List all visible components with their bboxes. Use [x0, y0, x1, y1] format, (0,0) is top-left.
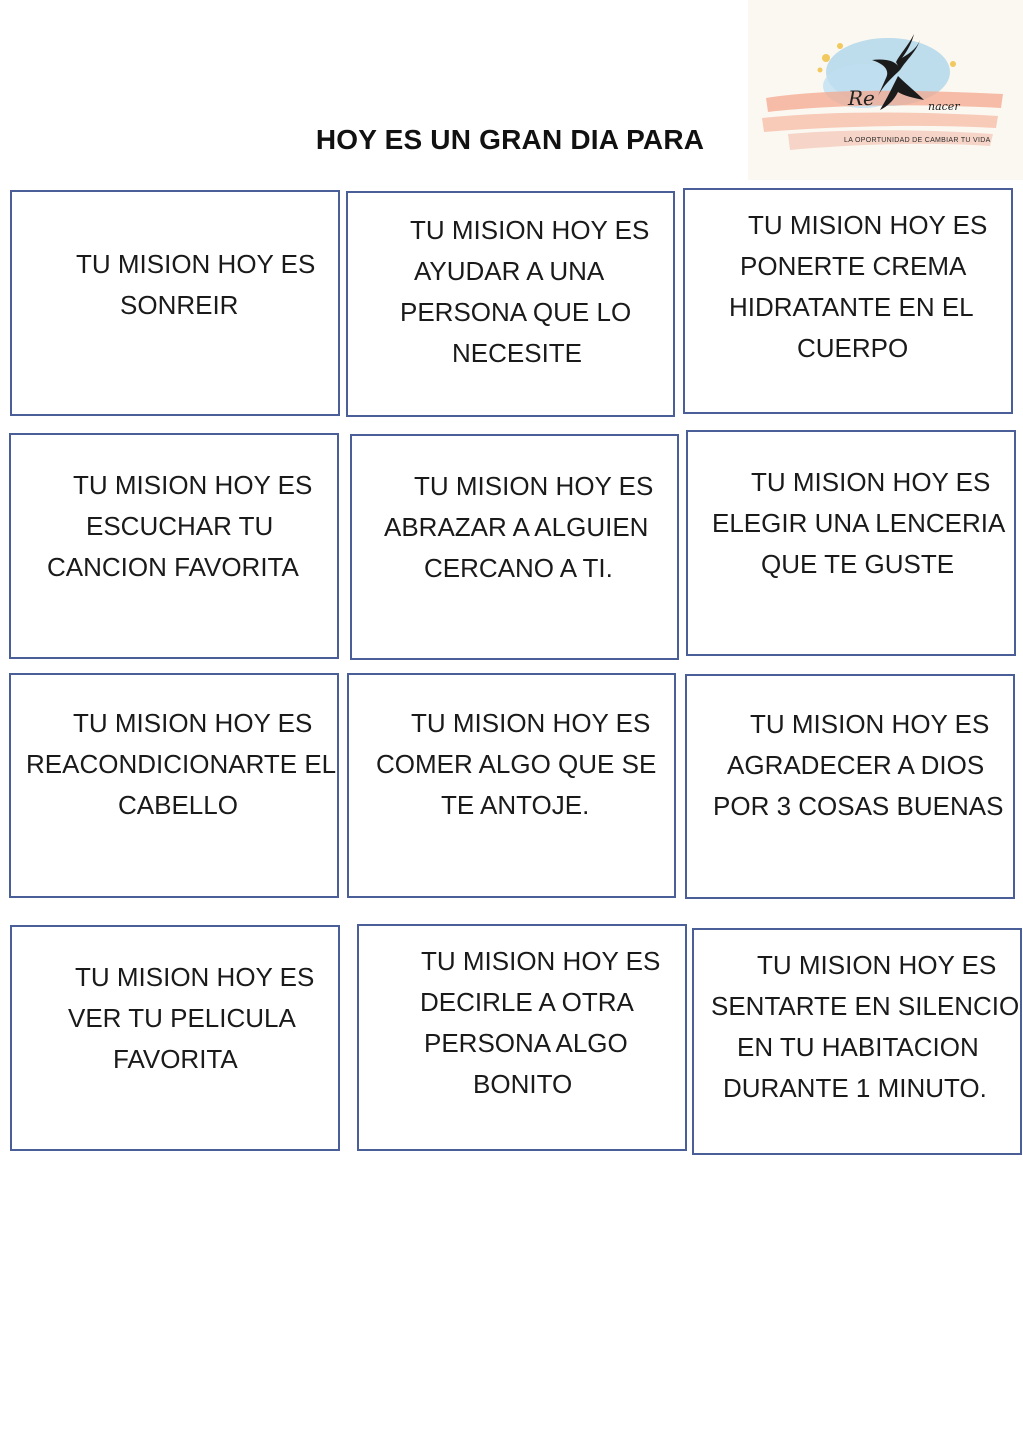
mission-card-text: AYUDAR A UNA [414, 256, 605, 286]
mission-card-text: SENTARTE EN SILENCIO [711, 991, 1020, 1021]
mission-card-text: BONITO [473, 1069, 573, 1099]
mission-card [683, 188, 1013, 414]
mission-card-heading: TU MISION HOY ES [751, 467, 991, 497]
mission-card-text: TE ANTOJE. [441, 790, 590, 820]
mission-card [346, 191, 675, 417]
mission-card-text: ABRAZAR A ALGUIEN [384, 512, 649, 542]
mission-card [347, 673, 676, 898]
mission-card-text: CANCION FAVORITA [47, 552, 299, 582]
mission-card-text: POR 3 COSAS BUENAS [713, 791, 1004, 821]
mission-card-text: HIDRATANTE EN EL [729, 292, 974, 322]
mission-card-text: QUE TE GUSTE [761, 549, 955, 579]
mission-card-text: DURANTE 1 MINUTO. [723, 1073, 987, 1103]
mission-card-text: ELEGIR UNA LENCERIA [712, 508, 1006, 538]
mission-card [350, 434, 679, 660]
mission-card-heading: TU MISION HOY ES [750, 709, 990, 739]
mission-card-text: VER TU PELICULA [68, 1003, 296, 1033]
mission-card-heading: TU MISION HOY ES [757, 950, 997, 980]
logo-tagline: LA OPORTUNIDAD DE CAMBIAR TU VIDA [844, 137, 991, 144]
mission-card-text: PERSONA ALGO [424, 1028, 628, 1058]
mission-card [357, 924, 687, 1151]
mission-card-text: REACONDICIONARTE EL [26, 749, 337, 779]
mission-card-text: PONERTE CREMA [740, 251, 967, 281]
logo-text-re: Re [848, 86, 875, 110]
mission-card-heading: TU MISION HOY ES [76, 249, 316, 279]
mission-card-text: AGRADECER A DIOS [727, 750, 985, 780]
mission-card-heading: TU MISION HOY ES [414, 471, 654, 501]
mission-card-heading: TU MISION HOY ES [411, 708, 651, 738]
mission-card-text: CABELLO [118, 790, 238, 820]
mission-card-text: ESCUCHAR TU [86, 511, 274, 541]
mission-card-heading: TU MISION HOY ES [748, 210, 988, 240]
mission-card-text: SONREIR [120, 290, 239, 320]
mission-card [9, 433, 339, 659]
mission-card [685, 674, 1015, 899]
mission-card [10, 190, 340, 416]
logo-text-nacer: nacer [928, 100, 960, 113]
mission-card-heading: TU MISION HOY ES [75, 962, 315, 992]
mission-card-heading: TU MISION HOY ES [410, 215, 650, 245]
mission-card-text: PERSONA QUE LO [400, 297, 632, 327]
mission-card-text: CERCANO A TI. [424, 553, 613, 583]
logo [748, 0, 1023, 180]
mission-card [9, 673, 339, 898]
mission-card-heading: TU MISION HOY ES [73, 470, 313, 500]
mission-card [686, 430, 1016, 656]
mission-card-text: DECIRLE A OTRA [420, 987, 634, 1017]
mission-card-heading: TU MISION HOY ES [421, 946, 661, 976]
mission-card-heading: TU MISION HOY ES [73, 708, 313, 738]
mission-card-text: NECESITE [452, 338, 583, 368]
mission-card-text: CUERPO [797, 333, 909, 363]
logo-artwork [748, 0, 1023, 180]
mission-card-text: FAVORITA [113, 1044, 238, 1074]
mission-card-text: EN TU HABITACION [737, 1032, 979, 1062]
page-title: HOY ES UN GRAN DIA PARA [315, 124, 705, 155]
mission-card [692, 928, 1022, 1155]
mission-card-text: COMER ALGO QUE SE [376, 749, 657, 779]
mission-card [10, 925, 340, 1151]
